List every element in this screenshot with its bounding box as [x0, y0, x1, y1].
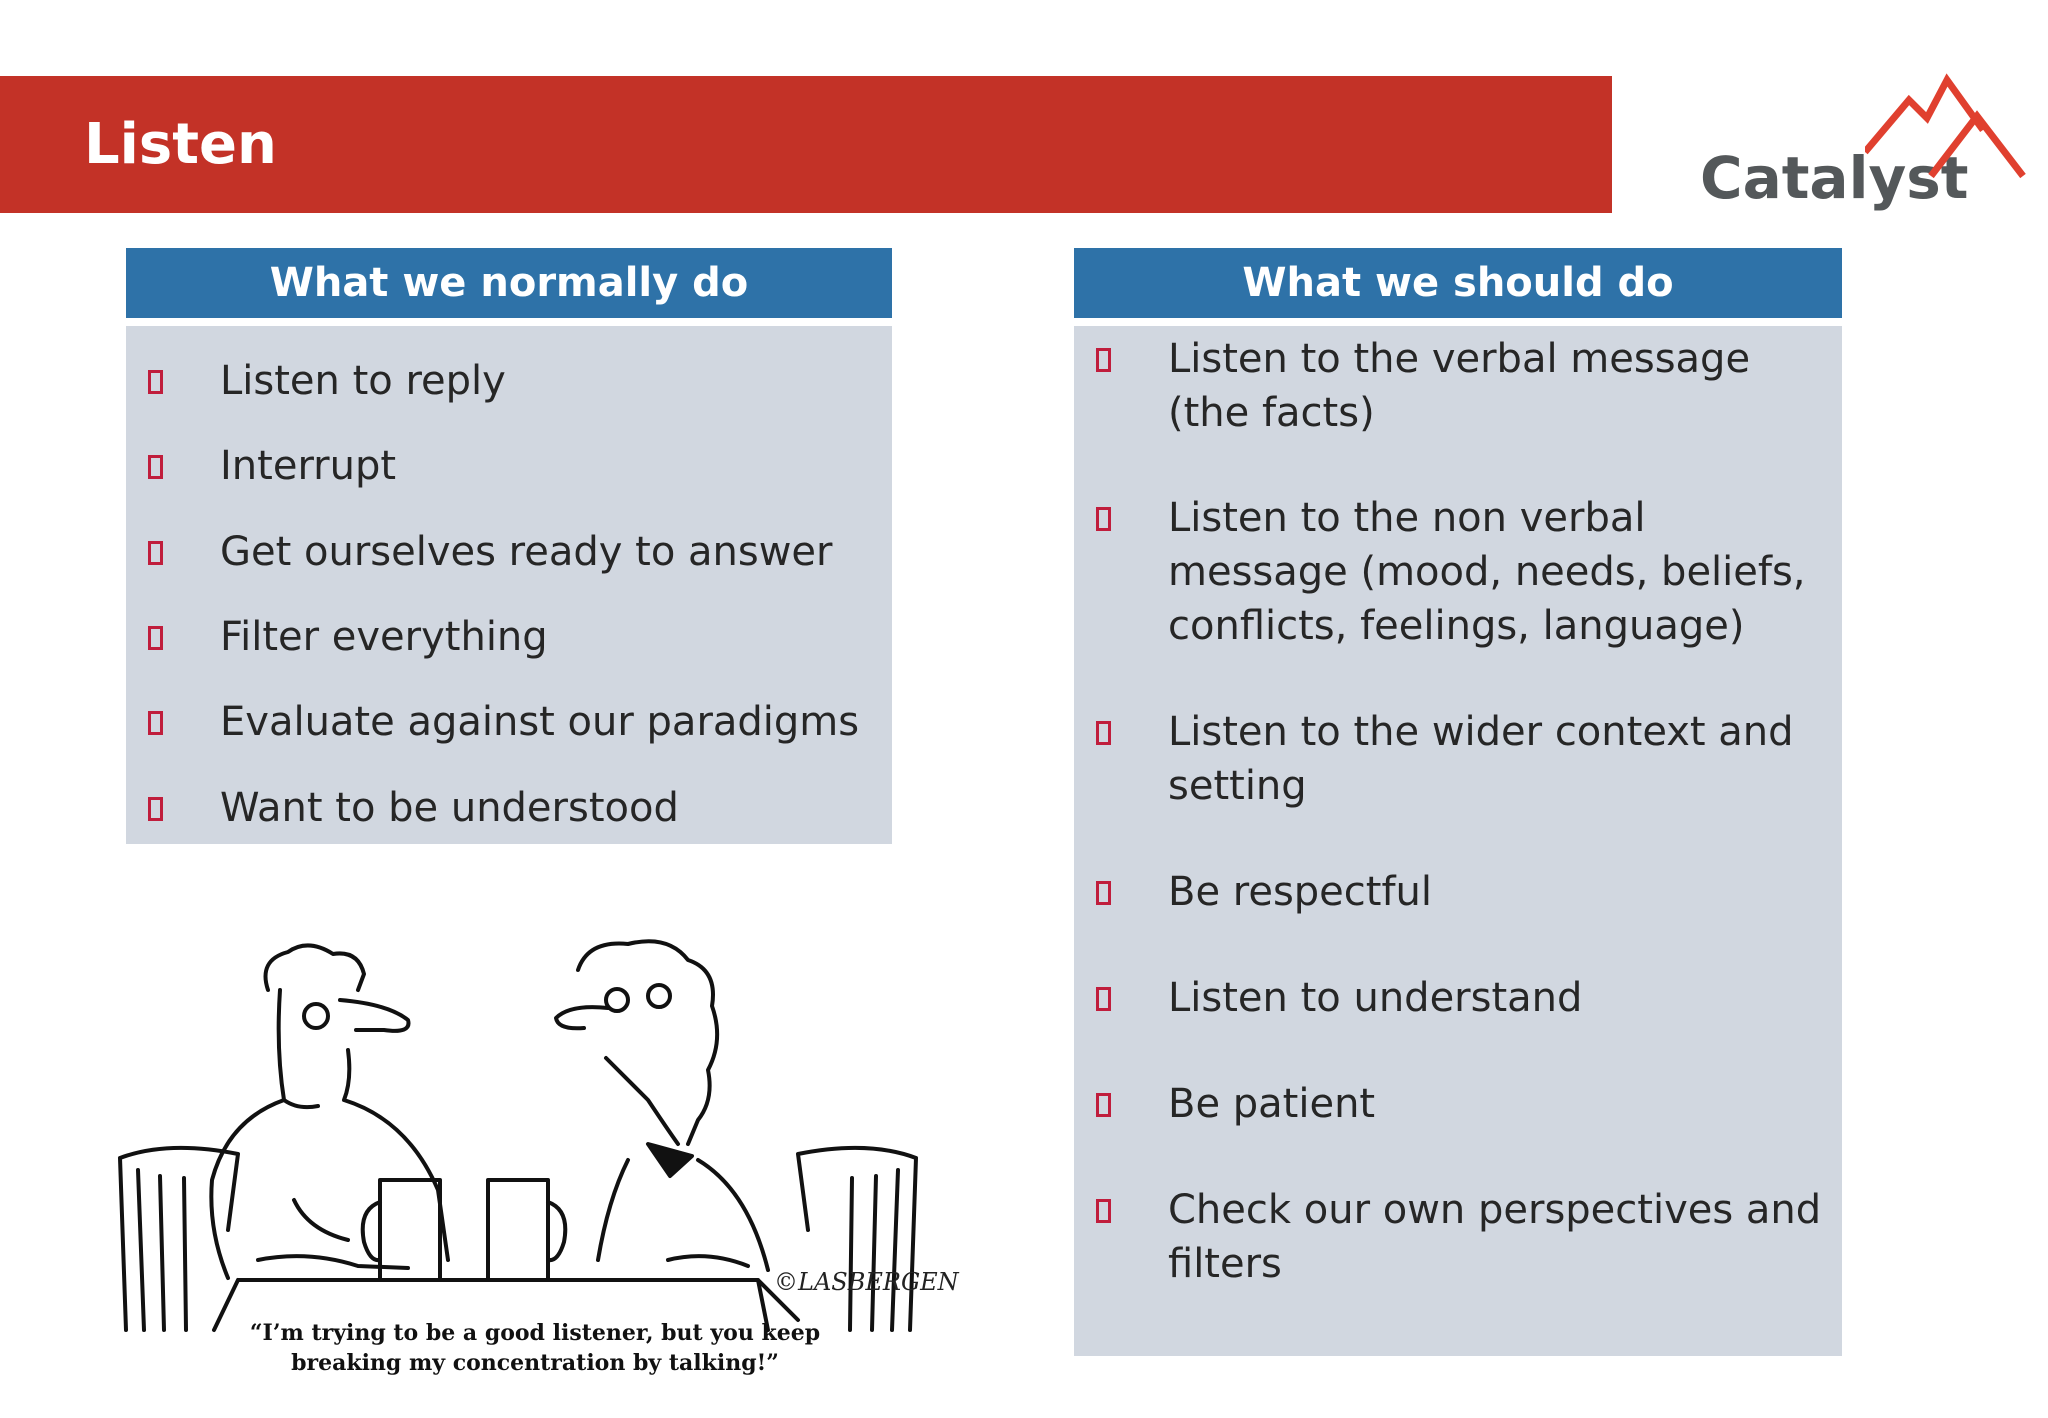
hollow-square-icon [1096, 987, 1111, 1011]
right-chair [798, 1148, 916, 1330]
list-item-text: Get ourselves ready to answer [220, 529, 833, 575]
list-item-text: Listen to understand [1168, 975, 1583, 1021]
catalyst-logo [1700, 72, 2030, 222]
cartoonist-signature: ©LASBERGEN [774, 1268, 959, 1296]
logo-text: Catalyst [1700, 144, 1969, 212]
title-bar [0, 76, 1612, 213]
hollow-square-icon [1096, 721, 1111, 745]
left-column-header: What we normally do [126, 248, 892, 318]
hollow-square-icon [1096, 348, 1111, 372]
hollow-square-icon [1096, 881, 1111, 905]
mountain-peaks-icon [1865, 72, 2030, 182]
hollow-square-icon [148, 455, 163, 479]
list-item-text: Listen to reply [220, 358, 506, 404]
hollow-square-icon [1096, 1093, 1111, 1117]
list-item-text: Be patient [1168, 1081, 1376, 1127]
left-chair [120, 1148, 238, 1330]
list-item-text: Evaluate against our paradigms [220, 699, 860, 745]
hollow-square-icon [148, 370, 163, 394]
list-item-text: Listen to the verbal message (the facts) [1168, 336, 1751, 436]
list-item-text: Interrupt [220, 443, 397, 489]
right-mug [488, 1180, 565, 1280]
hollow-square-icon [148, 711, 163, 735]
left-column-body [126, 326, 892, 844]
hollow-square-icon [148, 541, 163, 565]
list-item-text: Want to be understood [220, 785, 679, 831]
list-item-text: Check our own perspectives and filters [1168, 1187, 1822, 1287]
right-column-body [1074, 326, 1842, 1356]
cartoon-caption: “I’m trying to be a good listener, but you keep breaking my concentration by talking!” [249, 1320, 821, 1376]
right-column-header: What we should do [1074, 248, 1842, 318]
hollow-square-icon [1096, 1199, 1111, 1223]
list-item-text: Filter everything [220, 614, 548, 660]
hollow-square-icon [1096, 507, 1111, 531]
list-item-text: Listen to the non verbal message (mood, needs, beliefs, conflicts, feelings, language) [1168, 495, 1806, 649]
man-figure [211, 945, 448, 1278]
list-item-text: Be respectful [1168, 869, 1433, 915]
woman-figure [556, 941, 768, 1270]
hollow-square-icon [148, 797, 163, 821]
slide-title: Listen [84, 112, 277, 177]
cartoon-illustration [108, 880, 928, 1380]
hollow-square-icon [148, 626, 163, 650]
list-item-text: Listen to the wider context and setting [1168, 709, 1794, 809]
